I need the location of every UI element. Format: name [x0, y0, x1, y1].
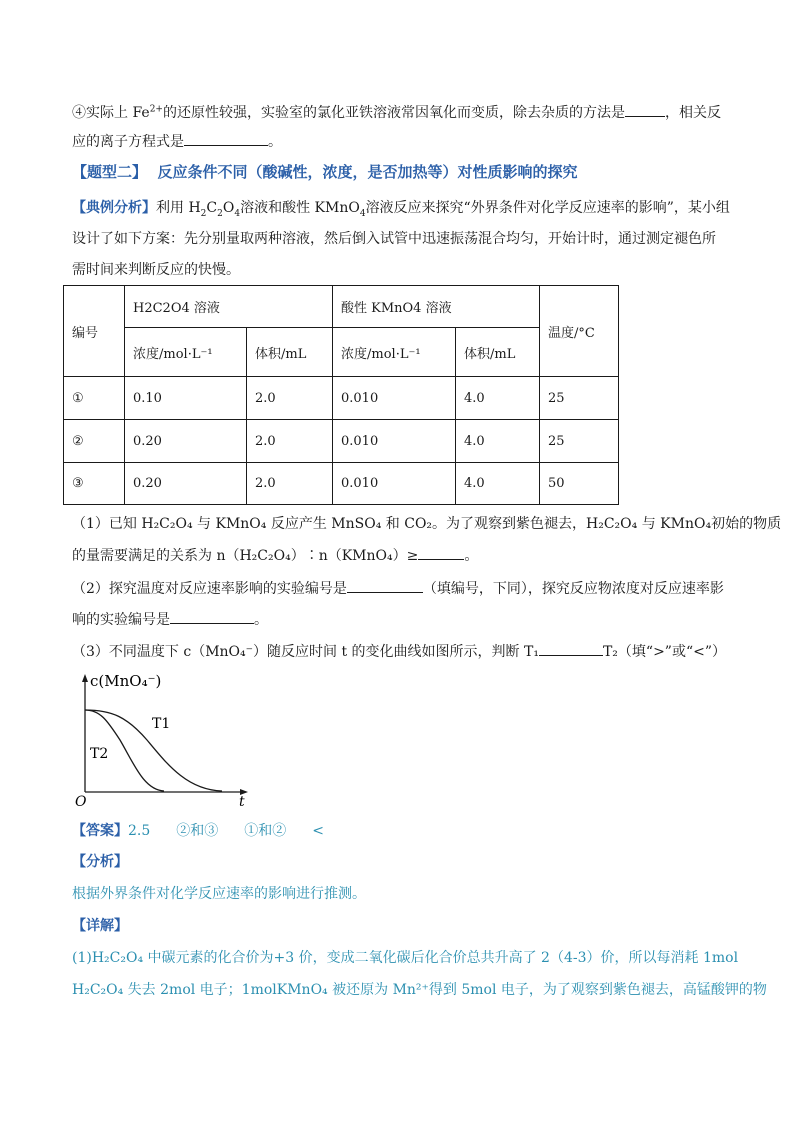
analysis-text: 根据外界条件对化学反应速率的影响进行推测。 [72, 886, 366, 902]
origin-label: O [75, 794, 87, 810]
curve-label-t1: T1 [152, 716, 171, 732]
header-oxalic: H2C2O4 溶液 [125, 286, 333, 328]
question-2-line2: 响的实验编号是 。 [72, 609, 268, 630]
header-number: 编号 [64, 286, 125, 377]
table-row: ① 0.10 2.0 0.010 4.0 25 [64, 377, 619, 420]
concentration-time-graph [72, 672, 262, 812]
answer-blank [625, 102, 665, 117]
detail-tag: 【详解】 [72, 918, 128, 934]
example-line2: 设计了如下方案：先分别量取两种溶液，然后倒入试管中迅速振荡混合均匀，开始计时，通过测定褪色所 [72, 231, 716, 247]
example-line3: 需时间来判断反应的快慢。 [72, 262, 240, 278]
analysis-tag: 【分析】 [72, 854, 128, 870]
answer-blank [539, 641, 603, 656]
question-4-line1: ④实际上 $Fe^{2+}$的还原性较强，实验室的氯化亚铁溶液常因氧化而变质，除去杂质的方法是 ，相关反 [72, 102, 721, 123]
example-line1: 【典例分析】利用 $H_2C_2O_4$溶液和酸性 KMnO$_4$溶液反应来探究“外界条件对化学反应速率的影响”，某小组 [72, 200, 730, 219]
table-row: ② 0.20 2.0 0.010 4.0 25 [64, 420, 619, 463]
header-temperature: 温度/°C [540, 286, 619, 377]
question-4-line2: 应的离子方程式是 。 [72, 131, 282, 152]
answer-blank [418, 545, 464, 560]
answer-line: 【答案】2.5 ②和③ ①和② < [72, 823, 324, 839]
answer-blank [184, 131, 268, 146]
curve-label-t2: T2 [90, 746, 109, 762]
experiment-table [63, 285, 619, 505]
table-row: ③ 0.20 2.0 0.010 4.0 50 [64, 463, 619, 505]
section-heading: 【题型二】 反应条件不同（酸碱性，浓度，是否加热等）对性质影响的探究 [72, 163, 578, 181]
x-axis-label: t [239, 794, 245, 810]
y-axis-label: c(MnO₄⁻) [90, 672, 162, 690]
header-volume: 体积/mL [456, 328, 540, 377]
question-3-line: （3）不同温度下 c（MnO₄⁻）随反应时间 t 的变化曲线如图所示，判断 T₁ T₂（填“>”或“<”） [72, 641, 726, 662]
detail-line2: H₂C₂O₄ 失去 2mol 电子；1molKMnO₄ 被还原为 Mn²⁺得到 5mol 电子，为了观察到紫色褪去，高锰酸钾的物 [72, 982, 767, 998]
question-1-line1: （1）已知 H₂C₂O₄ 与 KMnO₄ 反应产生 MnSO₄ 和 CO₂。为了观察到紫色褪去，H₂C₂O₄ 与 KMnO₄初始的物质 [72, 516, 782, 532]
header-concentration: 浓度/mol·L⁻¹ [333, 328, 456, 377]
header-concentration: 浓度/mol·L⁻¹ [125, 328, 247, 377]
answer-blank [170, 609, 254, 624]
header-kmno4: 酸性 KMnO4 溶液 [333, 286, 540, 328]
header-volume: 体积/mL [247, 328, 333, 377]
question-1-line2: 的量需要满足的关系为 n（H₂C₂O₄）∶n（KMnO₄）≥ 。 [72, 545, 478, 566]
detail-line1: (1)H₂C₂O₄ 中碳元素的化合价为+3 价，变成二氧化碳后化合价总共升高了 2（4-3）价，所以每消耗 1mol [72, 950, 739, 966]
answer-blank [347, 578, 423, 593]
y-axis-arrow [82, 674, 88, 682]
question-2-line1: （2）探究温度对反应速率影响的实验编号是 （填编号，下同），探究反应物浓度对反应速率影 [72, 578, 724, 599]
